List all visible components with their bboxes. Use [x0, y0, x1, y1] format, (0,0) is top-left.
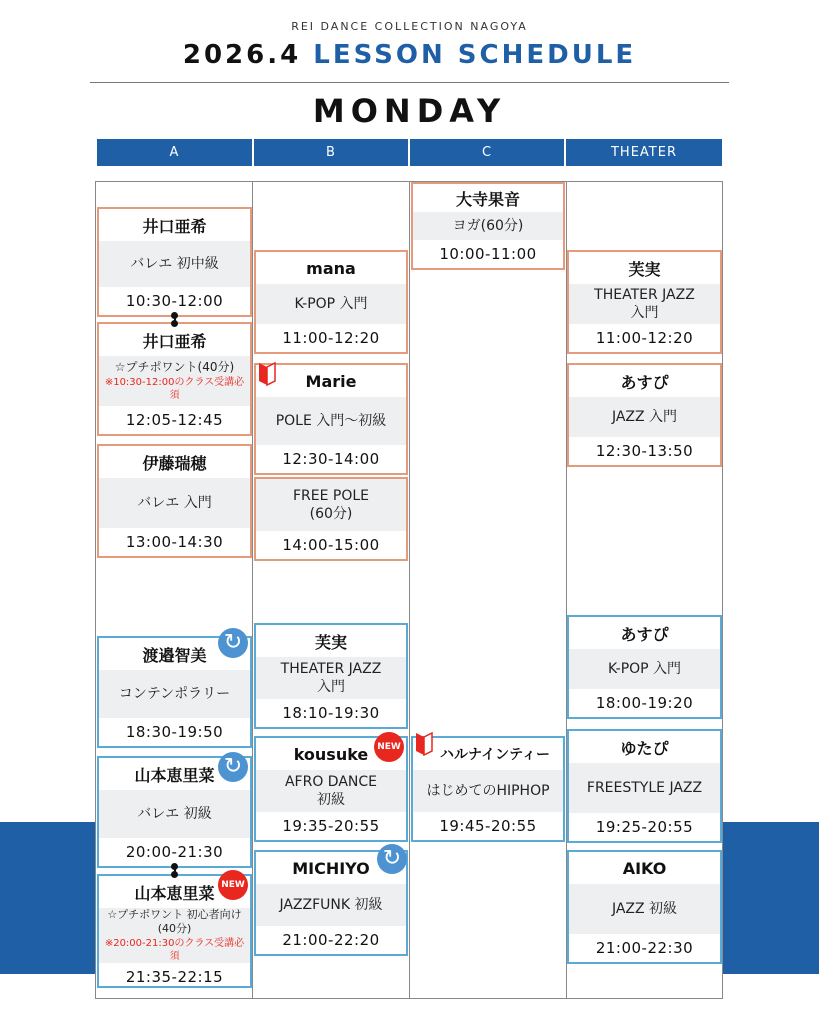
class-name: [256, 884, 406, 926]
class-name: [256, 397, 406, 445]
rotation-icon: ↻: [218, 628, 248, 658]
lesson-card[interactable]: [97, 444, 252, 558]
class-label-sub: (60分): [309, 506, 353, 522]
class-label: THEATER JAZZ: [594, 286, 695, 303]
instructor-name: 山本恵里菜: [134, 883, 215, 903]
lesson-time: 19:45-20:55: [439, 817, 537, 835]
schedule-title: [0, 40, 819, 70]
lesson-time: 19:25-20:55: [595, 818, 694, 836]
class-label: バレエ 初中級: [130, 255, 219, 272]
class-name: [99, 908, 250, 963]
class-name: [413, 770, 563, 812]
header-divider: [90, 82, 729, 83]
instructor-name: ゆたぴ: [620, 738, 669, 758]
lesson-card[interactable]: [254, 250, 408, 354]
instructor-name: ハルナインティー: [440, 747, 550, 763]
lesson-card[interactable]: [254, 623, 408, 729]
class-label: はじめてのHIPHOP: [426, 782, 550, 799]
schedule-heading: LESSON SCHEDULE: [313, 40, 637, 70]
lesson-card[interactable]: [567, 850, 722, 964]
instructor-name: mana: [306, 258, 356, 278]
instructor-name: 伊藤瑞穂: [142, 453, 207, 473]
instructor-name: kousuke: [293, 744, 369, 764]
lesson-time: 21:35-22:15: [125, 967, 224, 986]
lesson-time: 20:00-21:30: [125, 843, 224, 861]
class-name: [569, 884, 720, 934]
connector-dot: [171, 312, 178, 319]
connector-dot: [171, 320, 178, 327]
rotation-icon: ↻: [377, 844, 407, 874]
class-label: JAZZFUNK 初級: [279, 896, 383, 913]
day-title: MONDAY: [312, 92, 507, 130]
class-name: [256, 770, 406, 812]
class-label-sub: (40分): [157, 922, 192, 936]
class-name: [256, 657, 406, 699]
lesson-time: 12:05-12:45: [125, 411, 224, 429]
class-label: POLE 入門〜初級: [275, 412, 387, 429]
class-name: [99, 356, 250, 406]
class-name: [99, 790, 250, 838]
instructor-name: 井口亜希: [142, 331, 207, 351]
schedule-month: 2026.4: [182, 40, 302, 70]
new-badge: NEW: [218, 870, 248, 900]
class-label: K-POP 入門: [294, 295, 368, 312]
column-header-a: A: [97, 139, 252, 166]
lesson-card[interactable]: [97, 322, 252, 436]
class-label: ☆プチポワント(40分): [114, 360, 235, 375]
class-name: [99, 241, 250, 287]
connector-dot: [171, 863, 178, 870]
lesson-time: 12:30-14:00: [282, 450, 380, 468]
lesson-card[interactable]: [411, 736, 565, 842]
class-name: [569, 284, 720, 324]
class-name: [569, 763, 720, 813]
new-badge: NEW: [374, 732, 404, 762]
instructor-name: Marie: [305, 371, 357, 391]
class-label-sub: 入門: [317, 679, 345, 695]
class-label: JAZZ 入門: [611, 408, 678, 425]
lesson-card[interactable]: [567, 615, 722, 719]
class-name: [569, 649, 720, 689]
class-label: ☆プチポワント 初心者向け: [107, 908, 242, 921]
class-label: AFRO DANCE: [284, 773, 378, 790]
lesson-card[interactable]: [97, 207, 252, 317]
lesson-time: 11:00-12:20: [282, 329, 380, 347]
lesson-time: 19:35-20:55: [282, 817, 380, 835]
class-name: [256, 479, 406, 531]
instructor-name: 大寺果音: [455, 189, 520, 209]
class-label: コンテンポラリー: [118, 685, 231, 702]
rotation-icon: ↻: [218, 752, 248, 782]
lesson-card[interactable]: [567, 250, 722, 354]
instructor-name: 渡邉智美: [142, 645, 207, 665]
lesson-card[interactable]: [254, 477, 408, 561]
class-label: K-POP 入門: [607, 660, 682, 677]
class-name: [569, 397, 720, 437]
class-label: FREESTYLE JAZZ: [586, 779, 703, 796]
class-label: バレエ 初級: [137, 805, 212, 822]
instructor-name: 芙実: [628, 259, 661, 279]
instructor-name: 芙実: [314, 632, 347, 652]
instructor-name: あすぴ: [620, 372, 669, 392]
instructor-name: あすぴ: [620, 624, 669, 644]
class-name: [99, 670, 250, 718]
lesson-time: 21:00-22:30: [595, 939, 694, 957]
class-label-sub: 初級: [317, 792, 345, 808]
instructor-name: AIKO: [622, 858, 667, 878]
lesson-time: 14:00-15:00: [282, 536, 380, 554]
class-note: ※10:30-12:00のクラス受講必須: [104, 376, 245, 401]
class-label: ヨガ(60分): [452, 217, 524, 234]
class-label: JAZZ 初級: [611, 900, 678, 917]
lesson-time: 11:00-12:20: [595, 329, 694, 347]
lesson-time: 21:00-22:20: [282, 931, 380, 949]
instructor-name: 山本恵里菜: [134, 765, 215, 785]
class-label: THEATER JAZZ: [280, 660, 382, 677]
lesson-time: 13:00-14:30: [125, 533, 224, 551]
beginner-mark-icon: [415, 732, 433, 756]
column-header-c: C: [410, 139, 564, 166]
lesson-time: 12:30-13:50: [595, 442, 694, 460]
column-header-b: B: [254, 139, 408, 166]
class-name: [99, 478, 250, 528]
class-label: FREE POLE: [292, 487, 370, 504]
instructor-name: 井口亜希: [142, 216, 207, 236]
lesson-card[interactable]: [254, 363, 408, 475]
lesson-time: 18:00-19:20: [595, 694, 694, 712]
connector-dot: [171, 871, 178, 878]
lesson-card[interactable]: [567, 363, 722, 467]
lesson-time: 18:30-19:50: [125, 723, 224, 741]
lesson-card[interactable]: [411, 182, 565, 270]
class-name: [256, 284, 406, 324]
lesson-time: 10:30-12:00: [125, 292, 224, 310]
beginner-mark-icon: [258, 362, 276, 386]
class-label-sub: 入門: [630, 305, 659, 321]
class-label: バレエ 入門: [137, 494, 212, 511]
lesson-time: 18:10-19:30: [282, 704, 380, 722]
studio-name: REI DANCE COLLECTION NAGOYA: [291, 20, 528, 33]
column-c: [409, 181, 567, 999]
class-name: [413, 212, 563, 240]
column-header-theater: THEATER: [566, 139, 722, 166]
class-note: ※20:00-21:30のクラス受講必須: [104, 937, 245, 962]
lesson-time: 10:00-11:00: [439, 245, 537, 263]
lesson-card[interactable]: [567, 729, 722, 843]
instructor-name: MICHIYO: [292, 858, 370, 878]
